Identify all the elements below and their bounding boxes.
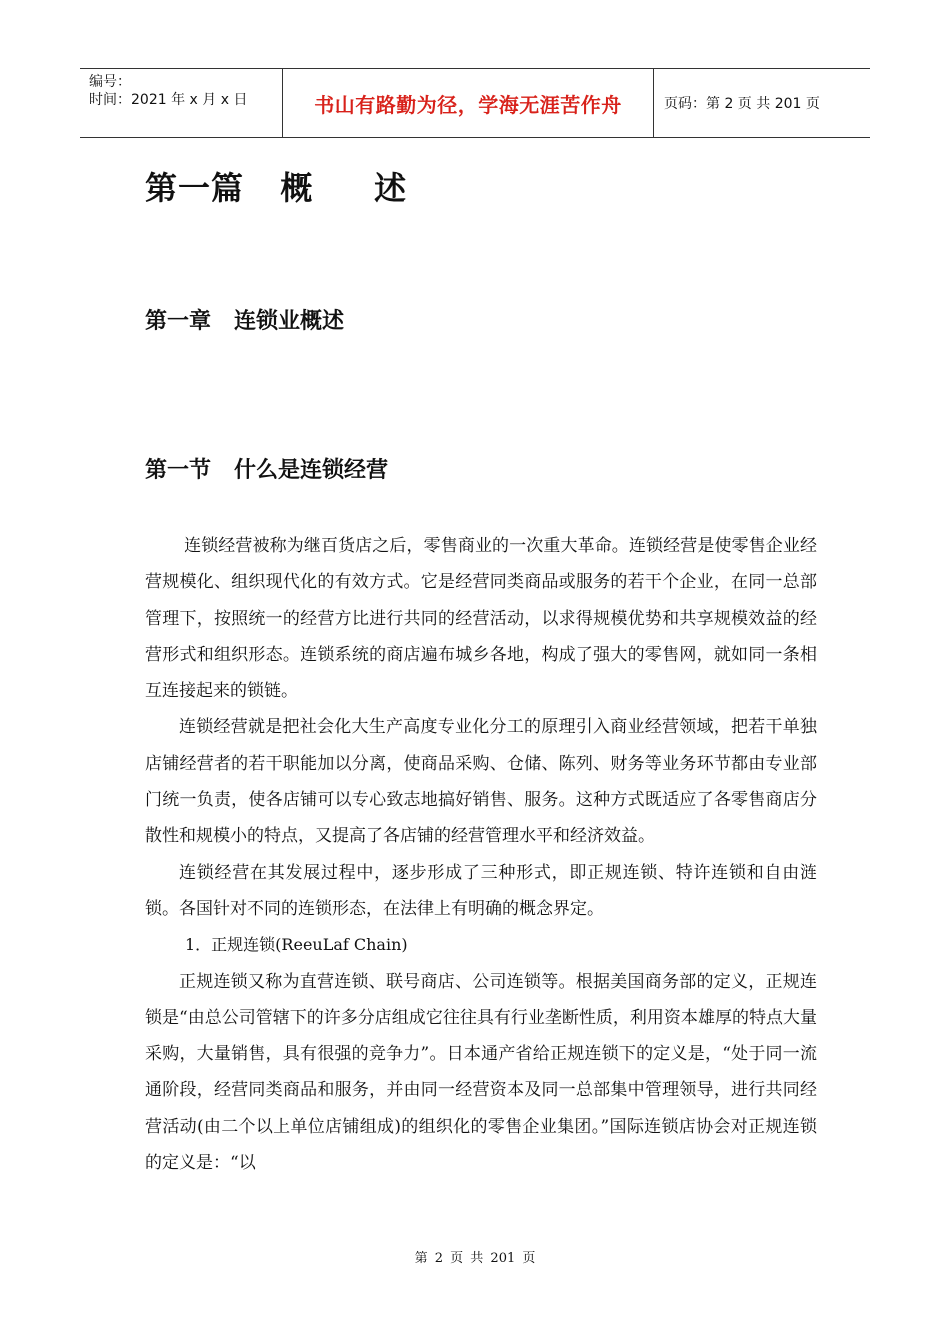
document-date-label: 时间：2021 年 x 月 x 日 [89, 92, 248, 108]
page-footer: 第 2 页 共 201 页 [414, 1251, 536, 1266]
paragraph: 连锁经营就是把社会化大生产高度专业化分工的原理引入商业经营领域，把若干单独店铺经营者的若干职能加以分离，使商品采购、仓储、陈列、财务等业务环节都由专业部门统一负责，使各店铺可以专心致志地搞好销售、服务。这种方式既适应了各零售商店分散性和规模小的特点，又提高了各店铺的经营管理水平和经济效益。 [145, 717, 817, 847]
header-meta-cell [80, 69, 283, 137]
paragraph: 正规连锁又称为直营连锁、联号商店、公司连锁等。根据美国商务部的定义，正规连锁是“由总公司管辖下的许多分店组成它往往具有行业垄断性质，利用资本雄厚的特点大量采购，大量销售，具有很强的竞争力”。日本通产省给正规连锁下的定义是，“处于同一流通阶段，经营同类商品和服务，并由同一经营资本及同一总部集中管理领导，进行共同经营活动(由二个以上单位店铺组成)的组织化的零售企业集团。”国际连锁店协会对正规连锁的定义是：“以 [145, 971, 817, 1174]
header-page-cell [654, 69, 870, 137]
body-content [145, 528, 817, 1181]
document-number-label: 编号： [89, 74, 131, 90]
header-motto: 书山有路勤为径，学海无涯苦作舟 [314, 92, 622, 117]
paragraph: 连锁经营在其发展过程中，逐步形成了三种形式，即正规连锁、特许连锁和自由涟锁。各国针对不同的连锁形态，在法律上有明确的概念界定。 [145, 862, 817, 919]
part-title: 第一篇 概 述 [145, 169, 408, 207]
section-title: 第一节 什么是连锁经营 [145, 458, 388, 483]
header-page-info: 页码：第 2 页 共 201 页 [664, 96, 820, 112]
page-header [80, 68, 870, 138]
header-motto-cell [283, 69, 654, 137]
paragraph: 连锁经营被称为继百货店之后，零售商业的一次重大革命。连锁经营是使零售企业经营规模化、组织现代化的有效方式。它是经营同类商品或服务的若干个企业，在同一总部管理下，按照统一的经营方比进行共同的经营活动，以求得规模优势和共享规模效益的经营形式和组织形态。连锁系统的商店遍布城乡各地，构成了强大的零售网，就如同一条相互连接起来的锁链。 [145, 536, 817, 702]
list-heading: 1．正规连锁(ReeuLaf Chain) [185, 935, 408, 955]
chapter-title: 第一章 连锁业概述 [145, 309, 344, 334]
